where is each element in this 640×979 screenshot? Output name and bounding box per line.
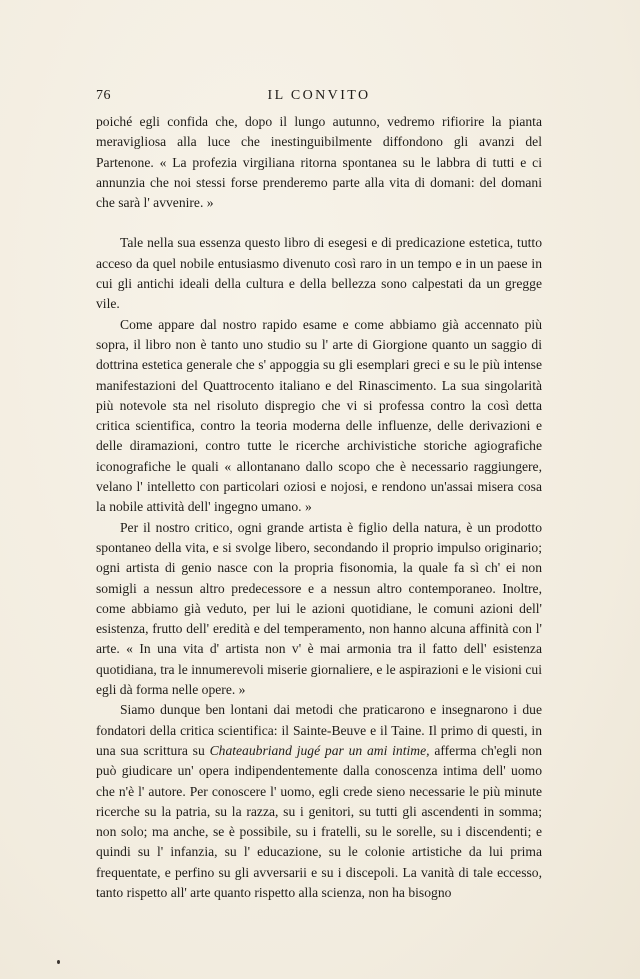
body-text (96, 112, 542, 903)
paragraph-3: Come appare dal nostro rapido esame e come abbiamo già accennato più sopra, il libro non è tanto uno studio su l' arte di Giorgione quanto un saggio di dottrina estetica generale che s' appoggia su gli esemplari greci e su le più intense manifestazioni del Quattrocento italiano e del Rinascimento. La sua singolarità più notevole sta nel risoluto dispregio che vi si professa contro la così detta critica scientifica, contro la teoria moderna delle influenze, delle derivazioni e delle diramazioni, contro tutte le ricerche archivistiche storiche agiografiche iconografiche le quali « allontanano dallo scopo che è necessario raggiungere, velano l' intelletto con particolari oziosi e nojosi, e rendono un'assai misera cosa la nobile attività dell' ingegno umano. » (96, 316, 542, 515)
paragraph-2: Tale nella sua essenza questo libro di esegesi e di predicazione estetica, tutto acceso da quel nobile entusiasmo divenuto così raro in un tempo e in un paese in cui gli antichi ideali della cultura e della bellezza sono calpestati da un gregge vile. (96, 235, 542, 312)
paragraph-4: Per il nostro critico, ogni grande artista è figlio della natura, è un prodotto spontaneo della vita, e si svolge libero, secondando il proprio impulso originario; ogni artista di genio nasce con la propria fisonomia, la quale fa sì ch' ei non somigli a nessun altro predecessore e a nessun altro contemporaneo. Inoltre, come abbiamo già veduto, per lui le azioni quotidiane, le comuni azioni dell' esistenza, frutto dell' eredità e del temperamento, non hanno alcuna affinità con l' arte. « In una vita d' artista non v' è mai armonia tra il fatto dell' esistenza quotidiana, tra le innumerevoli miserie giornaliere, e le aspirazioni e le visioni cui egli dà forma nelle opere. » (96, 519, 542, 698)
paragraph-5-text-before: Siamo dunque ben lontani dai metodi che praticarono e insegnarono i due fondatori della critica scientifica: il Sainte-Beuve e il Taine. Il primo di questi, in una sua scrittura su (96, 702, 542, 758)
paragraph-5-text-after: afferma ch'egli non può giudicare un' opera indipendentemente dalla conoscenza intima dell' uomo che n'è l' autore. Per conoscere l' uomo, egli crede sieno necessarie le più minute ricerche su la patria, su la razza, su i genitori, su tutti gli ascendenti in somma; non solo; ma anche, se è possibile, su i fratelli, su le sorelle, su i discendenti; e quindi su l' infanzia, su l' educazione, su le colonie artistiche da lui prima frequentate, e perfino su gli avversarii e su i discepoli. La vanità di tale eccesso, tanto rispetto all' arte quanto rispetto alla scienza, non ha bisogno (96, 742, 543, 900)
paragraph-5 (96, 700, 542, 903)
book-title-italic: Chateaubriand jugé par un ami intime, (209, 742, 430, 758)
running-title: IL CONVITO (267, 88, 371, 103)
page-header (96, 88, 542, 108)
page-number: 76 (96, 88, 111, 103)
paragraph-1: poiché egli confida che, dopo il lungo autunno, vedremo rifiorire la pianta meravigliosa alla luce che inestinguibilmente diffondono gli avanzi del Partenone. « La profezia virgiliana ritorna spontanea su le labbra di tutti e ci annunzia che noi stessi forse prenderemo parte alla vita di domani: del domani che sarà l' avvenire. » (96, 114, 542, 211)
paper-speck (57, 960, 60, 964)
